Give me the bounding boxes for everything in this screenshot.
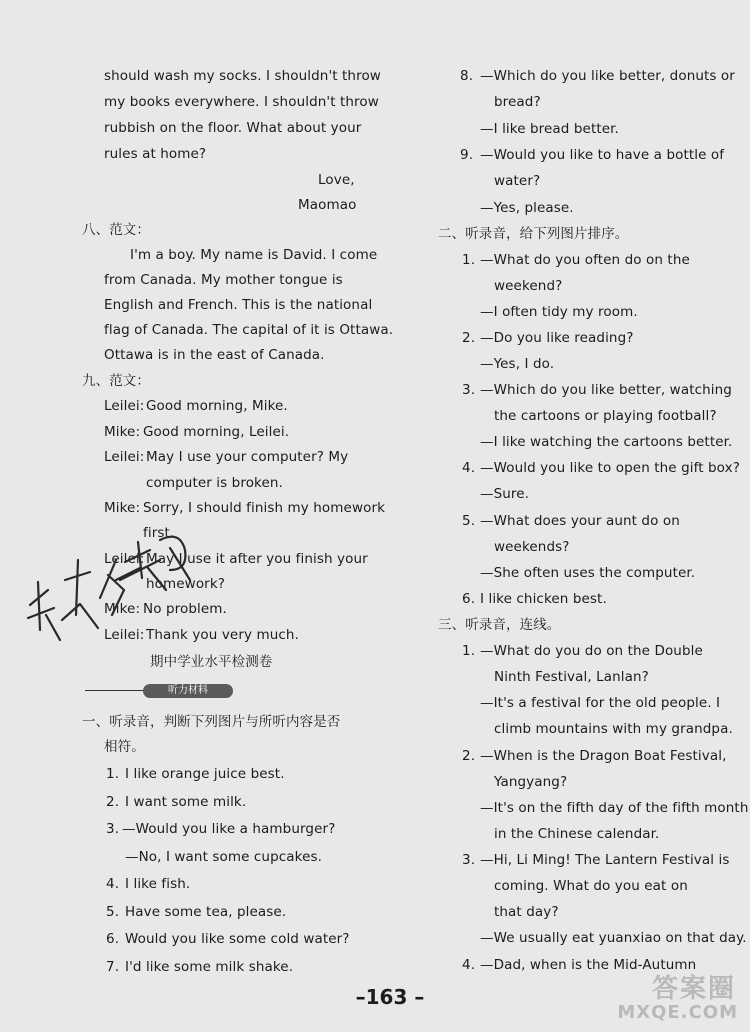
dialogue-text: first. [143, 525, 175, 541]
item-number: 2. [106, 794, 120, 810]
item-number: 5. [462, 513, 476, 529]
section-heading: 九、范文： [82, 373, 150, 389]
dialogue-speaker: Leilei: [104, 449, 145, 465]
item-text: —Hi, Li Ming! The Lantern Festival is [480, 852, 730, 868]
dialogue-speaker: Mike: [104, 601, 141, 617]
item-number: 1. [462, 252, 476, 268]
item-text: —Yes, please. [480, 200, 574, 216]
item-number: 1. [106, 766, 120, 782]
item-text: —What do you do on the Double [480, 643, 703, 659]
item-number: 6. [462, 591, 476, 607]
item-text: that day? [494, 904, 559, 920]
item-text: I want some milk. [125, 794, 247, 810]
letter-signature: Maomao [298, 197, 357, 213]
item-text: Yangyang? [494, 774, 568, 790]
item-text: I like chicken best. [480, 591, 607, 607]
item-text: —She often uses the computer. [480, 565, 696, 581]
item-text: weekends? [494, 539, 570, 555]
tag-label: 听力材料 [143, 684, 233, 698]
item-number: 7. [106, 959, 120, 975]
dialogue-speaker: Leilei: [104, 398, 145, 414]
essay-line: flag of Canada. The capital of it is Ottawa. [104, 322, 394, 338]
letter-closing: Love, [318, 172, 355, 188]
handwritten-scribble [20, 520, 220, 650]
part-heading: 三、听录音，连线。 [438, 617, 561, 633]
page-number: –163 – [355, 985, 425, 1009]
part-heading: 相符。 [104, 739, 145, 755]
item-number: 9. [460, 147, 474, 163]
item-text: —We usually eat yuanxiao on that day. [480, 930, 747, 946]
item-number: 4. [462, 957, 476, 973]
item-text: Ninth Festival, Lanlan? [494, 669, 649, 685]
dialogue-text: May I use it after you finish your [146, 551, 368, 567]
item-text: bread? [494, 94, 541, 110]
item-text: I like orange juice best. [125, 766, 285, 782]
item-text: —Do you like reading? [480, 330, 634, 346]
item-text: I'd like some milk shake. [125, 959, 294, 975]
essay-line: English and French. This is the national [104, 297, 373, 313]
item-text: —Would you like to have a bottle of [480, 147, 725, 163]
dialogue-speaker: Leilei: [104, 627, 145, 643]
item-text: —Would you like to open the gift box? [480, 460, 740, 476]
item-text: the cartoons or playing football? [494, 408, 717, 424]
dialogue-text: No problem. [143, 601, 227, 617]
dialogue-text: Thank you very much. [146, 627, 299, 643]
item-text: Have some tea, please. [125, 904, 287, 920]
item-number: 3. [462, 852, 476, 868]
item-number: 4. [106, 876, 120, 892]
item-number: 3. [106, 821, 120, 837]
part-heading: 二、听录音，给下列图片排序。 [438, 226, 629, 242]
item-text: —I often tidy my room. [480, 304, 638, 320]
item-text: —No, I want some cupcakes. [125, 849, 323, 865]
item-text: —I like watching the cartoons better. [480, 434, 733, 450]
item-text: —What does your aunt do on [480, 513, 680, 529]
item-text: I like fish. [125, 876, 191, 892]
item-text: —It's a festival for the old people. I [480, 695, 721, 711]
tag-rule [85, 690, 145, 691]
item-number: 2. [462, 748, 476, 764]
item-text: —Sure. [480, 486, 530, 502]
letter-line: rules at home? [104, 146, 207, 162]
dialogue-text: May I use your computer? My [146, 449, 349, 465]
item-text: in the Chinese calendar. [494, 826, 660, 842]
dialogue-text: Good morning, Leilei. [143, 424, 290, 440]
letter-line: my books everywhere. I shouldn't throw [104, 94, 379, 110]
item-text: —Which do you like better, donuts or [480, 68, 735, 84]
dialogue-text: Sorry, I should finish my homework [143, 500, 386, 516]
item-text: coming. What do you eat on [494, 878, 688, 894]
item-text: —When is the Dragon Boat Festival, [480, 748, 727, 764]
dialogue-text: Good morning, Mike. [146, 398, 288, 414]
item-text: —Dad, when is the Mid-Autumn [480, 957, 697, 973]
letter-line: rubbish on the floor. What about your [104, 120, 362, 136]
item-text: —Would you like a hamburger? [122, 821, 336, 837]
item-text: —Yes, I do. [480, 356, 555, 372]
part-heading: 一、听录音，判断下列图片与所听内容是否 [82, 714, 341, 730]
item-text: —It's on the fifth day of the fifth month [480, 800, 749, 816]
dialogue-speaker: Mike: [104, 500, 141, 516]
watermark-url: MXQE.COM [617, 1002, 738, 1023]
essay-line: from Canada. My mother tongue is [104, 272, 343, 288]
item-number: 6. [106, 931, 120, 947]
dialogue-speaker: Mike: [104, 424, 141, 440]
dialogue-text: computer is broken. [146, 475, 283, 491]
item-number: 4. [462, 460, 476, 476]
letter-line: should wash my socks. I shouldn't throw [104, 68, 381, 84]
item-text: —Which do you like better, watching [480, 382, 732, 398]
item-number: 5. [106, 904, 120, 920]
item-number: 2. [462, 330, 476, 346]
item-number: 1. [462, 643, 476, 659]
item-text: —What do you often do on the [480, 252, 690, 268]
item-number: 8. [460, 68, 474, 84]
item-text: climb mountains with my grandpa. [494, 721, 733, 737]
watermark [594, 968, 744, 1028]
dialogue-speaker: Leilei: [104, 551, 145, 567]
exam-title: 期中学业水平检测卷 [150, 654, 273, 670]
essay-line: Ottawa is in the east of Canada. [104, 347, 325, 363]
item-text: —I like bread better. [480, 121, 619, 137]
essay-line: I'm a boy. My name is David. I come [130, 247, 378, 263]
watermark-text: 答案圈 [651, 974, 736, 1004]
item-number: 3. [462, 382, 476, 398]
item-text: Would you like some cold water? [125, 931, 350, 947]
item-text: weekend? [494, 278, 563, 294]
dialogue-text: homework? [146, 576, 226, 592]
section-heading: 八、范文： [82, 222, 150, 238]
item-text: water? [494, 173, 541, 189]
